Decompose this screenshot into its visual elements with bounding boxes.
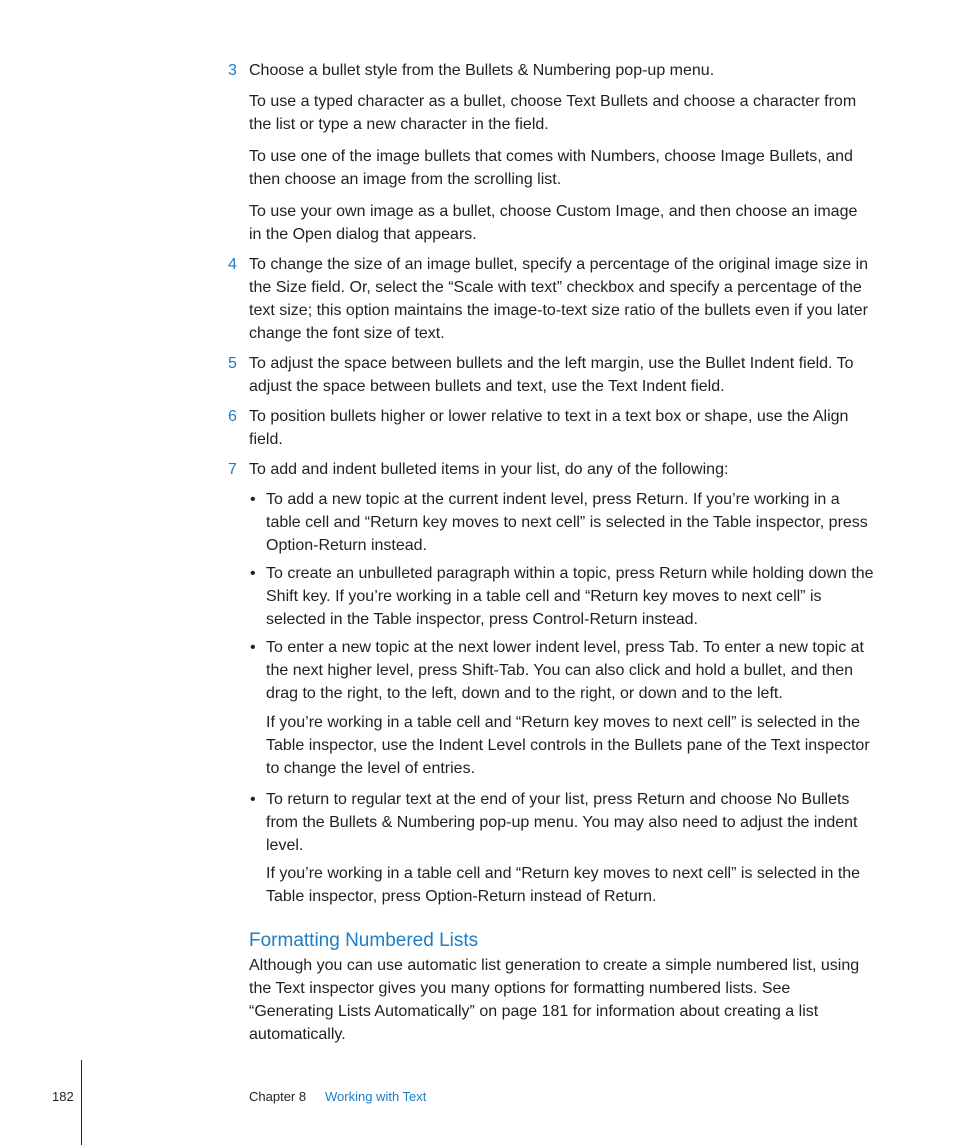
step-number: 7 [228, 461, 237, 478]
bullet-icon: • [250, 491, 256, 508]
footer-chapter: Chapter 8 [249, 1089, 307, 1104]
step-text: To change the size of an image bullet, specify a percentage of the original image size in the Size field. Or, select the “Scale with text” checkbox and specify a percentage of the text size; this option maintains the image-to-text size ratio of the bullets even if you later change the font size of text. [249, 256, 869, 342]
step-7 [228, 458, 874, 481]
step-5 [228, 352, 874, 398]
step-number: 3 [228, 62, 237, 79]
step-number: 6 [228, 408, 237, 425]
bullet-note: If you’re working in a table cell and “Return key moves to next cell” is selected in the Table inspector, use the Indent Level controls in the Bullets pane of the Text inspector to change the level of entries. [266, 714, 870, 777]
bullet-item [250, 636, 876, 705]
bullet-text: To return to regular text at the end of your list, press Return and choose No Bullets from the Bullets & Numbering pop-up menu. You may also need to adjust the indent level. [266, 791, 858, 854]
bullet-note: If you’re working in a table cell and “Return key moves to next cell” is selected in the Table inspector, press Option-Return instead of Return. [266, 865, 861, 905]
bullet-text: To create an unbulleted paragraph within a topic, press Return while holding down the Shift key. If you’re working in a table cell and “Return key moves to next cell” is selected in the Table inspector, press Control-Return instead. [266, 565, 874, 628]
step-text: To adjust the space between bullets and the left margin, use the Bullet Indent field. To adjust the space between bullets and text, use the Text Indent field. [249, 355, 854, 395]
page-number: 182 [52, 1089, 74, 1104]
step-3 [228, 59, 874, 82]
bullet-item [250, 562, 876, 631]
bullet-text: To enter a new topic at the next lower indent level, press Tab. To enter a new topic at the next higher level, press Shift-Tab. You can also click and hold a bullet, and then drag to the right, to the left, down and to the right, or down and to the left. [266, 639, 864, 702]
step-text: Choose a bullet style from the Bullets & Numbering pop-up menu. [249, 62, 715, 79]
footer-chapter-title: Working with Text [325, 1089, 427, 1104]
section-heading: Formatting Numbered Lists [249, 930, 479, 951]
section-body: Although you can use automatic list generation to create a simple numbered list, using the Text inspector gives you many options for formatting numbered lists. See “Generating Lists Automatically” on page 181 for information about creating a list automatically. [249, 957, 860, 1043]
step-number: 5 [228, 355, 237, 372]
step-3-paragraph: To use your own image as a bullet, choose Custom Image, and then choose an image in the Open dialog that appears. [249, 203, 858, 243]
bullet-item [250, 488, 876, 557]
step-6 [228, 405, 874, 451]
bullet-icon: • [250, 639, 256, 656]
step-text: To position bullets higher or lower relative to text in a text box or shape, use the Align field. [249, 408, 849, 448]
step-number: 4 [228, 256, 237, 273]
bullet-icon: • [250, 565, 256, 582]
bullet-text: To add a new topic at the current indent level, press Return. If you’re working in a table cell and “Return key moves to next cell” is selected in the Table inspector, press Option-Return instead. [266, 491, 868, 554]
bullet-item [250, 788, 876, 857]
step-3-paragraph: To use a typed character as a bullet, choose Text Bullets and choose a character from the list or type a new character in the field. [249, 93, 857, 133]
bullet-icon: • [250, 791, 256, 808]
step-3-paragraph: To use one of the image bullets that comes with Numbers, choose Image Bullets, and then choose an image from the scrolling list. [249, 148, 853, 188]
step-4 [228, 253, 874, 345]
footer-divider [81, 1060, 82, 1145]
step-text: To add and indent bulleted items in your list, do any of the following: [249, 461, 729, 478]
